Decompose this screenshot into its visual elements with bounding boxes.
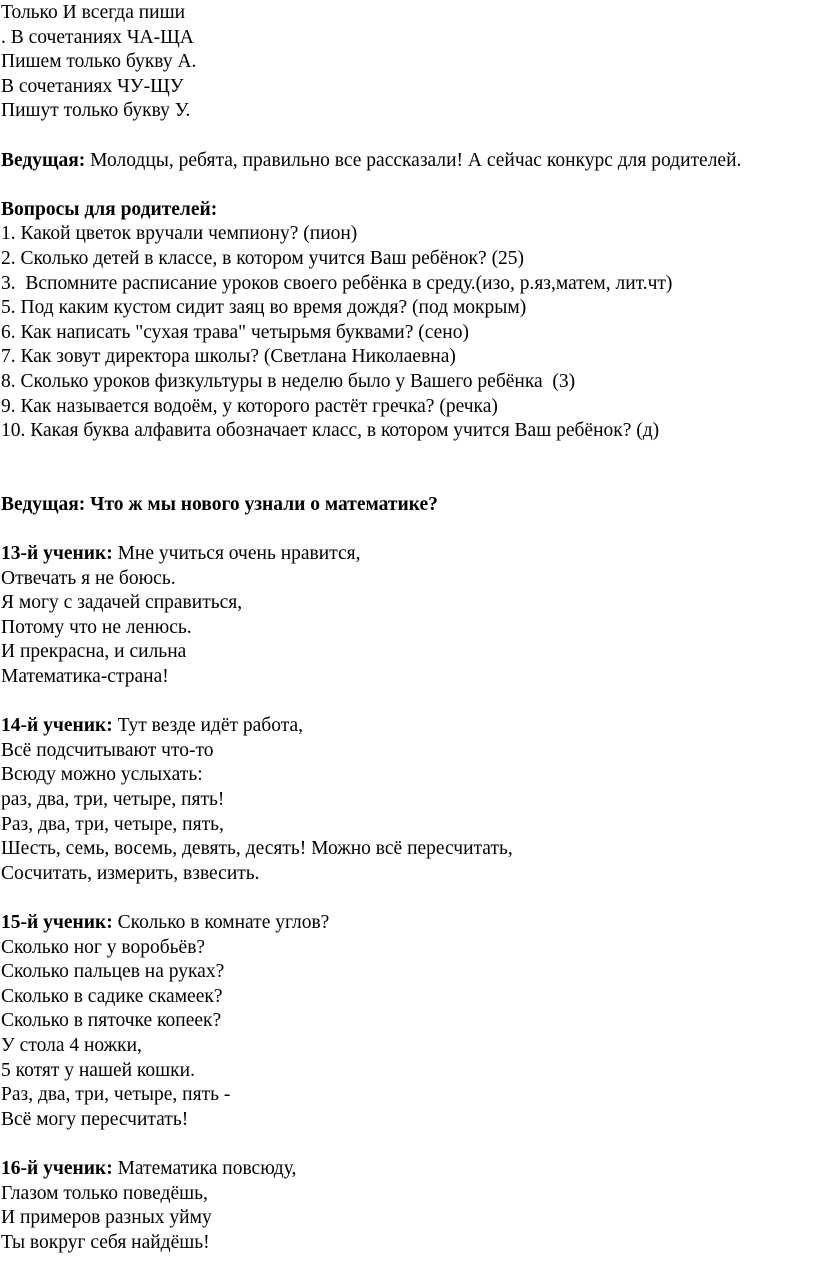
verse-line: У стола 4 ножки,	[1, 1034, 142, 1056]
verse-line: Всюду можно услыхать:	[1, 764, 203, 786]
remark-text: Молодцы, ребята, правильно все рассказали! А сейчас конкурс для родителей.	[85, 149, 742, 171]
question-item: 3. Вспомните расписание уроков своего ребёнка в среду.(изо, р.яз,матем, лит.чт)	[1, 272, 673, 294]
intro-line: Только И всегда пиши	[1, 2, 186, 23]
host-question: Ведущая: Что ж мы нового узнали о математике?	[1, 493, 438, 515]
intro-line: Пишем только букву А.	[1, 51, 197, 73]
student-16-first-line: 16-й ученик: Математика повсюду,	[1, 1157, 297, 1179]
verse-line: Глазом только поведёшь,	[1, 1182, 208, 1204]
verse-line: Потому что не ленюсь.	[1, 616, 192, 638]
verse-line: Сосчитать, измерить, взвесить.	[1, 862, 260, 884]
document-text	[1, 1, 811, 1255]
blank-line	[1, 1132, 811, 1157]
blank-line	[1, 690, 811, 715]
student-15-first-line: 15-й ученик: Сколько в комнате углов?	[1, 911, 330, 933]
student-14-first-line: 14-й ученик: Тут везде идёт работа,	[1, 715, 303, 737]
verse-line: 5 котят у нашей кошки.	[1, 1059, 195, 1081]
verse-line: Сколько в пяточке копеек?	[1, 1010, 222, 1032]
host-remark	[1, 149, 811, 174]
verse-line: Раз, два, три, четыре, пять -	[1, 1084, 231, 1106]
verse-line: раз, два, три, четыре, пять!	[1, 789, 225, 810]
blank-line	[1, 517, 811, 542]
verse-line: Ты вокруг себя найдёшь!	[1, 1231, 210, 1253]
question-item: 6. Как написать "сухая трава" четырьмя буквами? (сено)	[1, 321, 469, 343]
intro-line: В сочетаниях ЧУ-ЩУ	[1, 75, 184, 97]
verse-line: Сколько ног у воробьёв?	[1, 936, 206, 958]
verse-line: Сколько пальцев на руках?	[1, 961, 225, 983]
blank-line	[1, 468, 811, 493]
intro-line: . В сочетаниях ЧА-ЩА	[1, 26, 194, 48]
questions-heading: Вопросы для родителей:	[1, 198, 218, 220]
verse-line: Математика-страна!	[1, 666, 169, 688]
blank-line	[1, 124, 811, 149]
verse-line: Раз, два, три, четыре, пять,	[1, 813, 224, 835]
speaker-label: 13-й ученик:	[1, 543, 113, 565]
speaker-label: Ведущая:	[1, 149, 86, 171]
student-13-first-line: 13-й ученик: Мне учиться очень нравится,	[1, 543, 361, 565]
speaker-label: 16-й ученик:	[1, 1157, 113, 1179]
question-item: 5. Под каким кустом сидит заяц во время дождя? (под мокрым)	[1, 297, 527, 319]
verse-line: Я могу с задачей справиться,	[1, 592, 243, 614]
blank-line	[1, 886, 811, 911]
verse-line: Шесть, семь, восемь, девять, десять! Можно всё пересчитать,	[1, 838, 513, 860]
verse-line: Всё могу пересчитать!	[1, 1108, 189, 1130]
speaker-label: 15-й ученик:	[1, 911, 113, 933]
question-item: 1. Какой цветок вручали чемпиону? (пион)	[1, 223, 358, 245]
question-item: 10. Какая буква алфавита обозначает класс, в котором учится Ваш ребёнок? (д)	[1, 420, 660, 442]
verse-line: И прекрасна, и сильна	[1, 641, 187, 663]
blank-line	[1, 173, 811, 198]
question-item: 9. Как называется водоём, у которого растёт гречка? (речка)	[1, 395, 498, 417]
intro-line: Пишут только букву У.	[1, 100, 191, 122]
verse-line: Отвечать я не боюсь.	[1, 567, 176, 589]
verse-line: Всё подсчитывают что-то	[1, 739, 214, 761]
blank-line	[1, 444, 811, 469]
question-item: 8. Сколько уроков физкультуры в неделю было у Вашего ребёнка (3)	[1, 370, 576, 392]
verse-line: Сколько в садике скамеек?	[1, 985, 223, 1007]
speaker-label: 14-й ученик:	[1, 715, 113, 737]
verse-line: И примеров разных уйму	[1, 1207, 212, 1229]
question-item: 7. Как зовут директора школы? (Светлана Николаевна)	[1, 346, 456, 368]
question-item: 2. Сколько детей в классе, в котором учится Ваш ребёнок? (25)	[1, 247, 525, 269]
